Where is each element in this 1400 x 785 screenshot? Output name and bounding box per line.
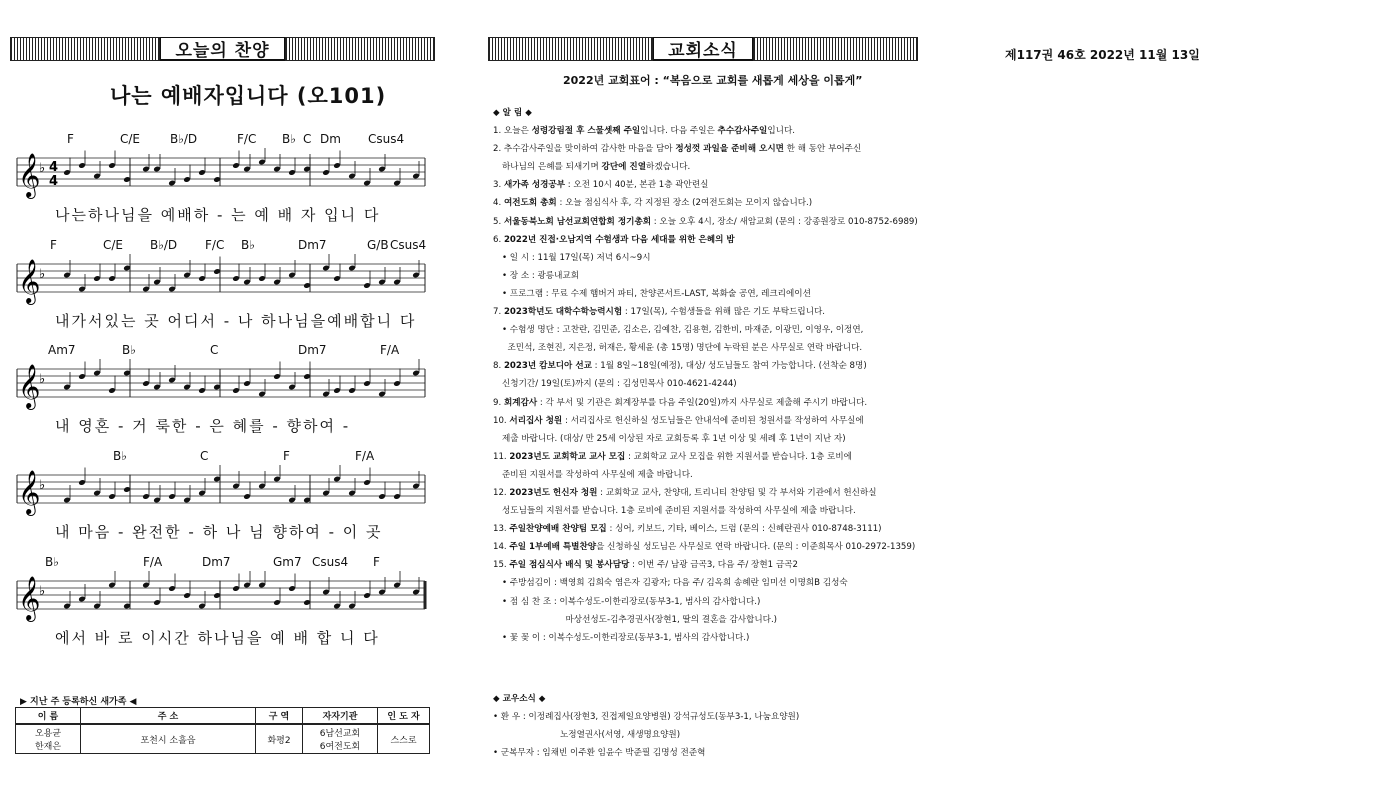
- list-item: 제출 바랍니다. (대상/ 만 25세 이상된 자로 교회등록 후 1년 이상 및 세례 후 1년이 지난 자): [502, 433, 846, 444]
- list-item: 노정열권사(서영, 새생명요양원): [560, 730, 681, 741]
- col-name: 이 름: [16, 708, 81, 725]
- treble-clef-icon: 𝄞: [18, 364, 41, 408]
- chord-row: [15, 555, 427, 571]
- svg-text:4: 4: [49, 174, 59, 189]
- chord-symbol: F/C: [205, 238, 225, 252]
- staff: [15, 148, 427, 208]
- issue-date: 제117권 46호 2022년 11월 13일: [1005, 48, 1200, 62]
- staff-header: ◆ 교우소식 ◆: [493, 694, 546, 704]
- list-item: 3. 새가족 성경공부 : 오전 10시 40분, 본관 1층 곽안련실: [493, 180, 709, 191]
- chord-symbol: Csus4: [312, 555, 349, 569]
- chord-symbol: B♭: [282, 132, 296, 146]
- treble-clef-icon: 𝄞: [18, 470, 41, 514]
- list-item: • 주방섬김이 : 백영희 김희숙 염은자 김광자; 다음 주/ 김옥희 송혜란 임미선 이명희B 김성숙: [502, 578, 848, 589]
- music-system: [15, 555, 427, 648]
- list-item: 12. 2023년도 헌신자 청원 : 교회학교 교사, 찬양대, 트리니티 찬양팀 및 각 부서와 기관에서 헌신하실: [493, 487, 877, 498]
- chord-row: [15, 343, 427, 359]
- chord-symbol: B♭: [113, 449, 127, 463]
- chord-symbol: C: [200, 449, 209, 463]
- music-system: [15, 238, 427, 331]
- list-item: 성도님들의 지원서를 받습니다. 1층 로비에 준비된 지원서를 작성하여 사무실에 제출 바랍니다.: [502, 506, 856, 517]
- flat-icon: ♭: [39, 584, 46, 599]
- list-item: 조민석, 조현진, 지은정, 허재은, 황세윤 (총 15명) 명단에 누락된 분은 사무실로 연락 바랍니다.: [502, 343, 863, 354]
- chord-symbol: B♭/D: [150, 238, 178, 252]
- chord-symbol: F: [67, 132, 74, 146]
- flat-icon: ♭: [39, 267, 46, 282]
- chord-symbol: B♭: [122, 343, 136, 357]
- music-system: [15, 343, 427, 436]
- list-item: • 꽃 꽂 이 : 이복수성도-이한리장로(동부3-1, 범사의 감사합니다.): [502, 632, 750, 643]
- chord-symbol: C/E: [120, 132, 141, 146]
- lyric-line: 내 마음 - 완전한 - 하 나 님 향하여 - 이 곳: [55, 523, 383, 541]
- new-members-label: ▶ 지난 주 등록하신 새가족 ◀: [20, 697, 137, 707]
- praise-header: [10, 37, 435, 61]
- chord-symbol: Dm7: [202, 555, 231, 569]
- table-row: [16, 724, 430, 754]
- chord-symbol: C/E: [103, 238, 124, 252]
- chord-symbol: F/A: [143, 555, 163, 569]
- praise-header-title: 오늘의 찬양: [160, 37, 284, 61]
- member-address: 포천시 소흘읍: [81, 724, 256, 754]
- chord-row: [15, 449, 427, 465]
- list-item: 마상선성도-김추경권사(장현1, 딸의 결혼을 감사합니다.): [560, 614, 778, 625]
- music-system: [15, 132, 427, 225]
- lyric-line: 에서 바 로 이시간 하나님을 예 배 합 니 다: [55, 629, 380, 647]
- chord-symbol: G/B: [367, 238, 389, 252]
- lyric-line: 내 영혼 - 거 룩한 - 은 혜를 - 향하여 -: [55, 417, 351, 435]
- list-item: 14. 주일 1부예배 특별찬양을 신청하실 성도님은 사무실로 연락 바랍니다. (문의 : 이준희목사 010-2972-1359): [493, 542, 916, 553]
- treble-clef-icon: 𝄞: [18, 153, 41, 197]
- list-item: 13. 주일찬양예배 찬양팀 모집 : 싱어, 키보드, 기타, 베이스, 드럼 (문의 : 신혜란권사 010-8748-3111): [493, 524, 882, 535]
- member-district: 화평2: [256, 724, 303, 754]
- music-system: [15, 449, 427, 542]
- chord-symbol: F: [283, 449, 290, 463]
- list-item: 2. 추수감사주일을 맞이하여 감사한 마음을 담아 정성껏 과일을 준비해 오시면 한 해 동안 부어주신: [493, 144, 862, 155]
- chord-symbol: Gm7: [273, 555, 302, 569]
- chord-symbol: F/C: [237, 132, 257, 146]
- list-item: 9. 회계감사 : 각 부서 및 기관은 회계장부를 다음 주일(20일)까지 사무실로 제출해 주시기 바랍니다.: [493, 397, 868, 408]
- svg-text:4: 4: [49, 160, 59, 175]
- list-item: 8. 2023년 캄보디아 선교 : 1월 8일~18일(예정), 대상/ 성도님들도 참여 가능합니다. (선착순 8명): [493, 361, 867, 372]
- new-members-table: [15, 707, 430, 754]
- col-address: 주 소: [81, 708, 256, 725]
- list-item: 7. 2023학년도 대학수학능력시험 : 17일(목), 수험생들을 위해 많은 기도 부탁드립니다.: [493, 307, 826, 318]
- list-item: 4. 여전도회 총회 : 오늘 점심식사 후, 각 지정된 장소 (2여전도회는 모이지 않습니다.): [493, 198, 813, 209]
- list-item: 5. 서울동북노회 남선교회연합회 정기총회 : 오늘 오후 4시, 장소/ 새암교회 (문의 : 강종원장로 010-8752-6989): [493, 216, 918, 227]
- list-item: • 일 시 : 11월 17일(목) 저녁 6시~9시: [502, 252, 651, 263]
- news-header-title: 교회소식: [653, 37, 753, 61]
- member-guide: 스스로: [378, 724, 430, 754]
- list-item: 하나님의 은혜를 되새기며 강단에 진열하겠습니다.: [502, 162, 691, 173]
- chord-symbol: F/A: [355, 449, 375, 463]
- treble-clef-icon: 𝄞: [18, 576, 41, 620]
- member-name: 한재은: [34, 742, 62, 752]
- notice-header: ◆ 알 림 ◆: [493, 108, 532, 118]
- chord-symbol: Csus4: [390, 238, 427, 252]
- chord-symbol: F: [50, 238, 57, 252]
- church-motto: 2022년 교회표어 : “복음으로 교회를 새롭게 세상을 이롭게”: [563, 74, 863, 87]
- list-item: • 장 소 : 광릉내교회: [502, 270, 580, 281]
- news-header: [488, 37, 918, 61]
- chord-symbol: F: [373, 555, 380, 569]
- lyric-line: 내가서있는 곳 어디서 - 나 하나님을예배합니 다: [55, 312, 417, 330]
- list-item: • 점 심 찬 조 : 이복수성도-이한리장로(동부3-1, 범사의 감사합니다.): [502, 596, 761, 607]
- list-item: 준비된 지원서를 작성하여 사무실에 제출 바랍니다.: [502, 469, 693, 480]
- list-item: 10. 서리집사 청원 : 서리집사로 헌신하실 성도님들은 안내석에 준비된 청원서를 작성하여 사무실에: [493, 415, 864, 426]
- lyric-line: 나는하나님을 예배하 - 는 예 배 자 입니 다: [55, 206, 381, 224]
- member-org: 6여전도회: [319, 742, 361, 752]
- staff: [15, 571, 427, 631]
- staff: [15, 465, 427, 525]
- chord-symbol: C: [210, 343, 219, 357]
- col-org: 자자기관: [303, 708, 378, 725]
- member-news: [493, 690, 928, 762]
- list-item: 15. 주일 점심식사 배식 및 봉사담당 : 이번 주/ 남광 금곡3, 다음 주/ 장현1 금곡2: [493, 560, 798, 571]
- flat-icon: ♭: [39, 161, 46, 176]
- col-guide: 인 도 자: [378, 708, 430, 725]
- list-item: 신청기간/ 19일(토)까지 (문의 : 김성민목사 010-4621-4244): [502, 379, 737, 390]
- song-title: 나는 예배자입니다 (오101): [110, 84, 387, 108]
- list-item: 6. 2022년 진접·오남지역 수험생과 다음 세대를 위한 은혜의 밤: [493, 234, 735, 245]
- chord-symbol: Dm7: [298, 238, 327, 252]
- chord-symbol: Am7: [48, 343, 76, 357]
- flat-icon: ♭: [39, 372, 46, 387]
- chord-symbol: Csus4: [368, 132, 405, 146]
- notices: [493, 104, 928, 647]
- treble-clef-icon: 𝄞: [18, 259, 41, 303]
- chord-row: [15, 238, 427, 254]
- list-item: • 군복무자 : 임채빈 이주환 임윤수 박준필 김명성 전준혁: [493, 748, 706, 759]
- chord-row: [15, 132, 427, 148]
- list-item: 1. 오늘은 성령강림절 후 스물셋째 주일입니다. 다음 주일은 추수감사주일입니다.: [493, 126, 795, 137]
- member-name: 오용균: [34, 729, 62, 739]
- chord-symbol: B♭: [45, 555, 59, 569]
- list-item: • 환 우 : 이정례집사(장현3, 진접제일요양병원) 강석규성도(동부3-1, 나눔요양원): [493, 712, 800, 723]
- chord-symbol: C: [303, 132, 312, 146]
- chord-symbol: F/A: [380, 343, 400, 357]
- flat-icon: ♭: [39, 478, 46, 493]
- staff: [15, 359, 427, 419]
- chord-symbol: Dm7: [298, 343, 327, 357]
- member-org: 6남선교회: [319, 729, 361, 739]
- chord-symbol: B♭/D: [170, 132, 198, 146]
- staff: [15, 254, 427, 314]
- chord-symbol: Dm: [320, 132, 341, 146]
- list-item: • 수험생 명단 : 고찬란, 김민준, 김소은, 김예찬, 김용현, 김한비, 마재준, 이광민, 이영우, 이정연,: [502, 325, 864, 336]
- chord-symbol: B♭: [241, 238, 255, 252]
- list-item: 11. 2023년도 교회학교 교사 모집 : 교회학교 교사 모집을 위한 지원서를 받습니다. 1층 로비에: [493, 451, 852, 462]
- list-item: • 프로그램 : 무료 수제 햄버거 파티, 찬양콘서트-LAST, 복화술 공연, 레크리에이션: [502, 288, 811, 299]
- col-district: 구 역: [256, 708, 303, 725]
